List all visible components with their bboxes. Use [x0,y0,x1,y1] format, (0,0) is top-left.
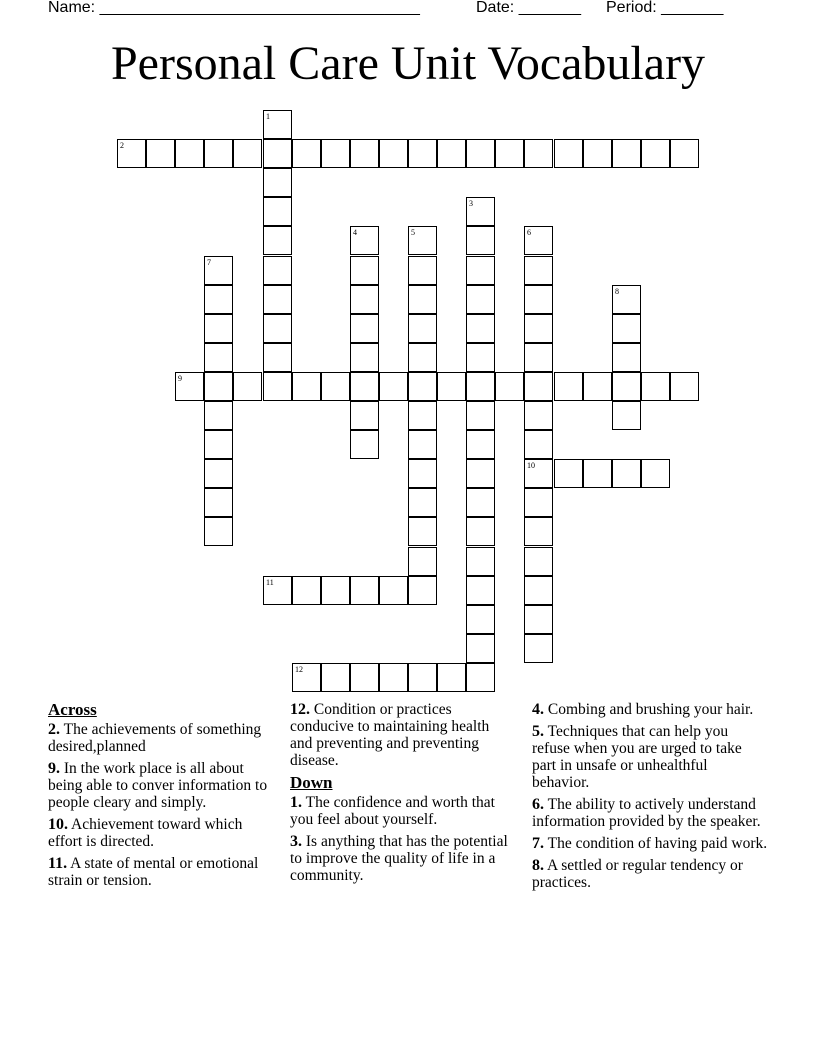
grid-cell[interactable] [408,401,437,430]
grid-cell[interactable] [524,256,553,285]
grid-cell[interactable] [466,401,495,430]
grid-cell[interactable] [350,430,379,459]
grid-cell[interactable] [524,314,553,343]
grid-cell[interactable] [466,459,495,488]
grid-cell[interactable] [641,139,670,168]
clue-number-6: 6 [527,228,531,237]
grid-cell[interactable] [524,139,553,168]
grid-cell[interactable] [204,430,233,459]
grid-cell[interactable] [263,197,292,226]
grid-cell[interactable] [263,110,292,139]
clue-down-4: 4. Combing and brushing your hair. [532,701,754,718]
grid-cell[interactable] [583,372,612,401]
grid-cell[interactable] [350,139,379,168]
clue-number-7: 7 [207,258,211,267]
grid-cell[interactable] [408,430,437,459]
grid-cell[interactable] [466,256,495,285]
grid-cell[interactable] [524,459,553,488]
grid-cell[interactable] [321,139,350,168]
grid-cell[interactable] [466,285,495,314]
grid-cell[interactable] [524,285,553,314]
grid-cell[interactable] [204,139,233,168]
grid-cell[interactable] [350,576,379,605]
grid-cell[interactable] [263,226,292,255]
grid-cell[interactable] [263,372,292,401]
grid-cell[interactable] [408,256,437,285]
grid-cell[interactable] [524,605,553,634]
clue-column-1 [48,701,280,894]
grid-cell[interactable] [292,372,321,401]
grid-cell[interactable] [379,576,408,605]
grid-cell[interactable] [524,517,553,546]
grid-cell[interactable] [350,343,379,372]
grid-cell[interactable] [350,401,379,430]
name-field-label[interactable]: Name: ____________________________________ [48,0,420,16]
grid-cell[interactable] [379,372,408,401]
grid-cell[interactable] [466,343,495,372]
clue-number-12: 12 [295,665,303,674]
grid-cell[interactable] [466,488,495,517]
grid-cell[interactable] [408,459,437,488]
clue-number-10: 10 [527,461,535,470]
grid-cell[interactable] [175,372,204,401]
grid-cell[interactable] [524,343,553,372]
grid-cell[interactable] [204,285,233,314]
grid-cell[interactable] [204,401,233,430]
grid-cell[interactable] [379,663,408,692]
grid-cell[interactable] [466,226,495,255]
grid-cell[interactable] [524,576,553,605]
grid-cell[interactable] [408,139,437,168]
grid-cell[interactable] [437,139,466,168]
grid-cell[interactable] [350,663,379,692]
clue-column-3 [532,701,768,896]
clue-across-11: 11. A state of mental or emotional strain or tension. [48,855,259,889]
clue-down-5: 5. Techniques that can help you refuse when you are urged to take part in unsafe or unhealthful behavior. [532,723,742,791]
grid-cell[interactable] [583,139,612,168]
clue-number-3: 3 [469,199,473,208]
grid-cell[interactable] [495,372,524,401]
grid-cell[interactable] [554,372,583,401]
grid-cell[interactable] [321,576,350,605]
grid-cell[interactable] [466,634,495,663]
clue-down-8: 8. A settled or regular tendency or practices. [532,857,743,891]
grid-cell[interactable] [350,372,379,401]
period-field-label[interactable]: Period: _______ [606,0,724,16]
grid-cell[interactable] [408,372,437,401]
grid-cell[interactable] [524,372,553,401]
clue-number-9: 9 [178,374,182,383]
grid-cell[interactable] [641,459,670,488]
clue-number-1: 1 [266,112,270,121]
grid-cell[interactable] [670,372,699,401]
grid-cell[interactable] [204,314,233,343]
grid-cell[interactable] [437,372,466,401]
grid-cell[interactable] [641,372,670,401]
grid-cell[interactable] [466,517,495,546]
grid-cell[interactable] [612,139,641,168]
grid-cell[interactable] [321,372,350,401]
grid-cell[interactable] [263,168,292,197]
grid-cell[interactable] [350,226,379,255]
grid-cell[interactable] [204,256,233,285]
grid-cell[interactable] [554,139,583,168]
grid-cell[interactable] [466,663,495,692]
clue-across-10: 10. Achievement toward which effort is directed. [48,816,243,850]
grid-cell[interactable] [612,285,641,314]
grid-cell[interactable] [408,488,437,517]
grid-cell[interactable] [350,314,379,343]
grid-cell[interactable] [670,139,699,168]
grid-cell[interactable] [350,285,379,314]
grid-cell[interactable] [263,314,292,343]
grid-cell[interactable] [204,372,233,401]
grid-cell[interactable] [524,226,553,255]
grid-cell[interactable] [146,139,175,168]
grid-cell[interactable] [263,256,292,285]
grid-cell[interactable] [466,430,495,459]
grid-cell[interactable] [263,576,292,605]
grid-cell[interactable] [408,226,437,255]
clue-column-2 [290,701,510,889]
grid-cell[interactable] [292,139,321,168]
grid-cell[interactable] [321,663,350,692]
grid-cell[interactable] [612,372,641,401]
grid-cell[interactable] [204,343,233,372]
grid-cell[interactable] [612,343,641,372]
grid-cell[interactable] [466,372,495,401]
page-title: Personal Care Unit Vocabulary [110,37,706,90]
clue-down-1: 1. The confidence and worth that you feel about yourself. [290,794,495,828]
grid-cell[interactable] [263,139,292,168]
grid-cell[interactable] [350,256,379,285]
grid-cell[interactable] [292,663,321,692]
down-heading: Down [290,773,333,792]
grid-cell[interactable] [466,197,495,226]
grid-cell[interactable] [612,314,641,343]
grid-cell[interactable] [408,343,437,372]
clue-number-8: 8 [615,287,619,296]
clue-across-12: 12. Condition or practices conducive to maintaining health and preventing and preventing disease. [290,701,490,769]
grid-cell[interactable] [524,401,553,430]
grid-cell[interactable] [175,139,204,168]
grid-cell[interactable] [204,459,233,488]
grid-cell[interactable] [524,488,553,517]
grid-cell[interactable] [233,139,262,168]
grid-cell[interactable] [495,139,524,168]
grid-cell[interactable] [379,139,408,168]
clue-down-7: 7. The condition of having paid work. [532,835,768,852]
grid-cell[interactable] [408,547,437,576]
grid-cell[interactable] [466,314,495,343]
grid-cell[interactable] [466,576,495,605]
grid-cell[interactable] [466,547,495,576]
grid-cell[interactable] [204,488,233,517]
clue-number-5: 5 [411,228,415,237]
grid-cell[interactable] [117,139,146,168]
grid-cell[interactable] [612,401,641,430]
across-heading: Across [48,700,97,719]
grid-cell[interactable] [204,517,233,546]
grid-cell[interactable] [524,430,553,459]
grid-cell[interactable] [466,139,495,168]
grid-cell[interactable] [292,576,321,605]
grid-cell[interactable] [408,576,437,605]
grid-cell[interactable] [408,285,437,314]
grid-cell[interactable] [263,285,292,314]
clue-down-3: 3. Is anything that has the potential to improve the quality of life in a community. [290,833,508,884]
grid-cell[interactable] [263,343,292,372]
grid-cell[interactable] [554,459,583,488]
clue-number-11: 11 [266,578,274,587]
clue-number-2: 2 [120,141,124,150]
clue-number-4: 4 [353,228,357,237]
date-field-label[interactable]: Date: _______ [476,0,581,16]
grid-cell[interactable] [408,663,437,692]
clue-across-9: 9. In the work place is all about being able to conver information to people cleary and simply. [48,760,268,811]
grid-cell[interactable] [437,663,466,692]
grid-cell[interactable] [524,634,553,663]
grid-cell[interactable] [524,547,553,576]
clue-across-2: 2. The achievements of something desired,planned [48,721,262,755]
clue-down-6: 6. The ability to actively understand information provided by the speaker. [532,796,761,830]
grid-cell[interactable] [466,605,495,634]
grid-cell[interactable] [408,517,437,546]
grid-cell[interactable] [408,314,437,343]
grid-cell[interactable] [612,459,641,488]
grid-cell[interactable] [233,372,262,401]
grid-cell[interactable] [583,459,612,488]
